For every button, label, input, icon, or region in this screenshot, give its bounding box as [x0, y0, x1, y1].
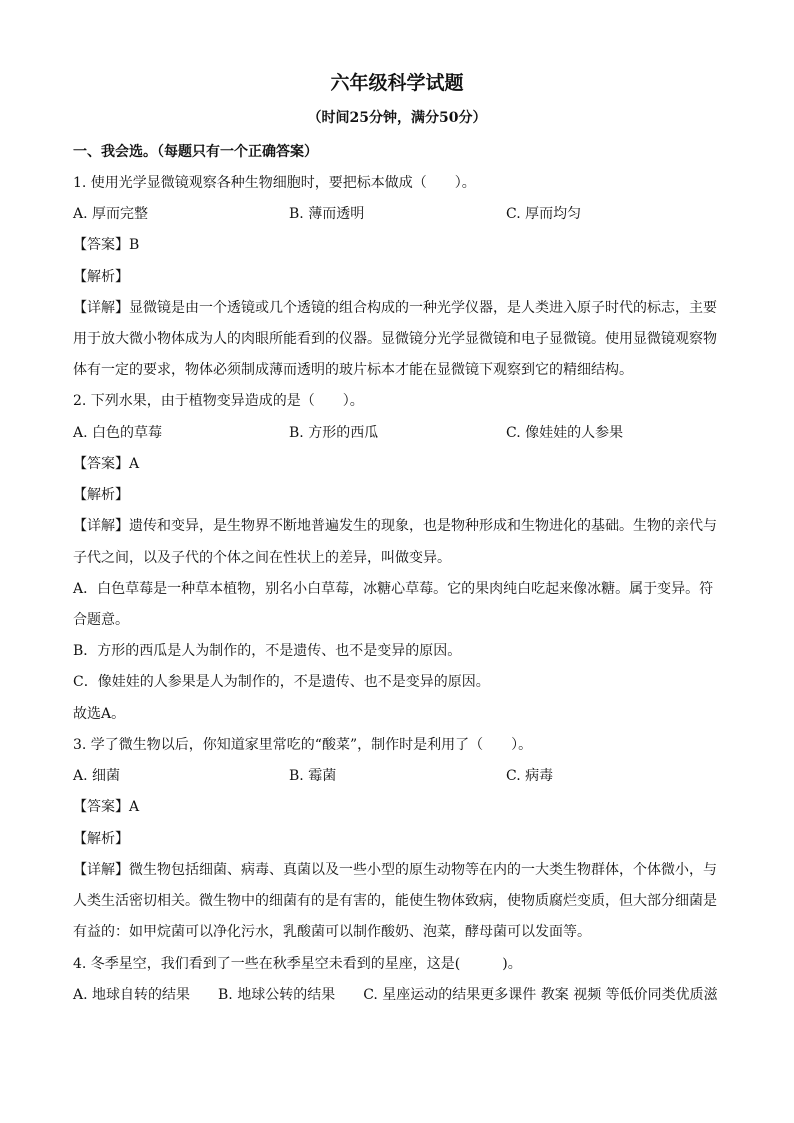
- question-2-analysis-label: 【解析】: [73, 487, 129, 503]
- page-title: 六年级科学试题: [330, 72, 464, 94]
- question-2-answer: 【答案】A: [73, 456, 140, 472]
- question-2-detail-line: A．白色草莓是一种草本植物，别名小白草莓，冰糖心草莓。它的果肉纯白吃起来像冰糖。属于变异。符: [73, 581, 714, 597]
- question-2-stem: 2. 下列水果，由于植物变异造成的是（ ）。: [73, 393, 364, 409]
- question-2-detail-line: 子代之间，以及子代的个体之间在性状上的差异，叫做变异。: [73, 550, 451, 566]
- question-3-detail-line: 有益的：如甲烷菌可以净化污水，乳酸菌可以制作酸奶、泡菜，酵母菌可以发面等。: [73, 924, 591, 940]
- question-1-stem: 1. 使用光学显微镜观察各种生物细胞时，要把标本做成（ ）。: [73, 175, 476, 191]
- question-2-detail-line: B．方形的西瓜是人为制作的，不是遗传、也不是变异的原因。: [73, 643, 462, 659]
- question-3-stem: 3. 学了微生物以后，你知道家里常吃的“酸菜”，制作时是利用了（ ）。: [73, 737, 533, 753]
- question-3-analysis-label: 【解析】: [73, 831, 129, 847]
- question-1-detail-line: 用于放大微小物体成为人的肉眼所能看到的仪器。显微镜分光学显微镜和电子显微镜。使用显微镜观察物: [73, 331, 717, 347]
- question-1-detail-line: 体有一定的要求，物体必须制成薄而透明的玻片标本才能在显微镜下观察到它的精细结构。: [73, 362, 633, 378]
- question-3-option-a: A. 细菌: [73, 768, 121, 784]
- question-1-detail-line: 【详解】显微镜是由一个透镜或几个透镜的组合构成的一种光学仪器，是人类进入原子时代的标志，主要: [73, 300, 717, 316]
- question-3-answer: 【答案】A: [73, 799, 140, 815]
- question-2-detail-line: C．像娃娃的人参果是人为制作的，不是遗传、也不是变异的原因。: [73, 674, 490, 690]
- question-4-options: A. 地球自转的结果 B. 地球公转的结果 C. 星座运动的结果更多课件 教案 视频 等低价同类优质滋: [73, 987, 718, 1003]
- question-2-detail-line: 故选A。: [73, 706, 126, 722]
- question-1-answer: 【答案】B: [73, 237, 140, 253]
- question-1-option-a: A. 厚而完整: [73, 206, 149, 222]
- section-heading: 一、我会选。（每题只有一个正确答案）: [73, 144, 318, 160]
- question-1-option-b: B. 薄而透明: [289, 206, 365, 222]
- question-2-option-a: A. 白色的草莓: [73, 425, 163, 441]
- question-4-stem: 4. 冬季星空，我们看到了一些在秋季星空未看到的星座，这是( )。: [73, 956, 522, 972]
- question-3-detail-line: 【详解】微生物包括细菌、病毒、真菌以及一些小型的原生动物等在内的一大类生物群体，个体微小，与: [73, 862, 717, 878]
- question-2-detail-line: 合题意。: [73, 612, 129, 628]
- question-2-option-c: C. 像娃娃的人参果: [506, 425, 624, 441]
- page-subtitle: （时间25分钟，满分50分）: [307, 110, 487, 126]
- question-3-option-b: B. 霉菌: [289, 768, 337, 784]
- question-1-analysis-label: 【解析】: [73, 269, 129, 285]
- question-2-option-b: B. 方形的西瓜: [289, 425, 379, 441]
- question-3-detail-line: 人类生活密切相关。微生物中的细菌有的是有害的，能使生物体致病，使物质腐烂变质，但大部分细菌是: [73, 893, 717, 909]
- question-3-option-c: C. 病毒: [506, 768, 554, 784]
- question-2-detail-line: 【详解】遗传和变异，是生物界不断地普遍发生的现象，也是物种形成和生物进化的基础。生物的亲代与: [73, 518, 717, 534]
- question-1-option-c: C. 厚而均匀: [506, 206, 582, 222]
